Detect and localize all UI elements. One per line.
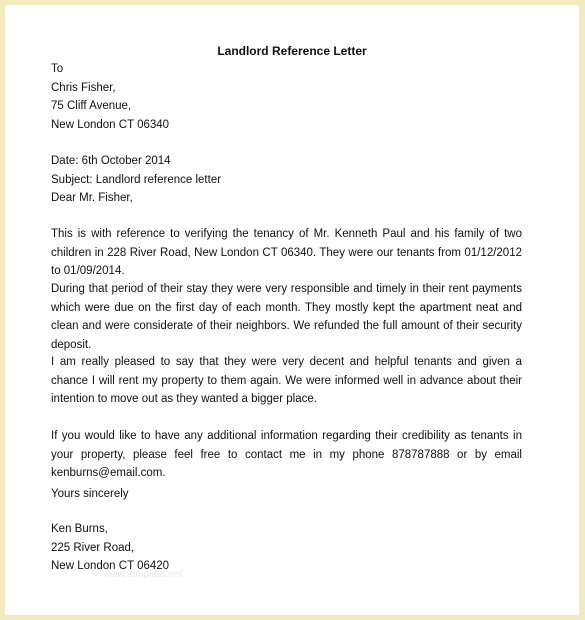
- body-paragraph-3: I am really pleased to say that they were very decent and helpful tenants and given a chance I will rent my property to them again. We were informed well in advance about their intention to move out as they wanted a bigger place.: [51, 356, 522, 405]
- sender-street: 225 River Road,: [51, 542, 135, 554]
- letter-date: Date: 6th October 2014: [51, 155, 171, 167]
- recipient-city: New London CT 06340: [51, 119, 170, 131]
- body-paragraph-1: This is with reference to verifying the tenancy of Mr. Kenneth Paul and his family of two children in 228 River Road, New London CT 06340. They were our tenants from 01/12/2012 to 01/09/2014.: [51, 228, 522, 277]
- recipient-name: Chris Fisher,: [51, 82, 116, 94]
- recipient-street: 75 Cliff Avenue,: [51, 100, 132, 112]
- letter-title: Landlord Reference Letter: [217, 44, 367, 58]
- letter-page: [5, 5, 579, 615]
- letter-closing: Yours sincerely: [51, 488, 129, 500]
- letter-salutation: Dear Mr. Fisher,: [51, 192, 133, 204]
- body-paragraph-2: During that period of their stay they were very responsible and timely in their rent payments which were due on the first day of each month. They mostly kept the apartment neat and clean and were considerate of their neighbors. We refunded the full amount of their security deposit.: [51, 283, 522, 351]
- watermark: www.template.net: [103, 569, 182, 580]
- letter-subject: Subject: Landlord reference letter: [51, 174, 222, 186]
- sender-city: New London CT 06420: [51, 560, 170, 572]
- sender-name: Ken Burns,: [51, 523, 108, 535]
- recipient-to: To: [51, 63, 64, 75]
- body-paragraph-4: If you would like to have any additional information regarding their credibility as tenants in your property, please feel free to contact me in my phone 878787888 or by email kenburns@email.com.: [51, 430, 522, 479]
